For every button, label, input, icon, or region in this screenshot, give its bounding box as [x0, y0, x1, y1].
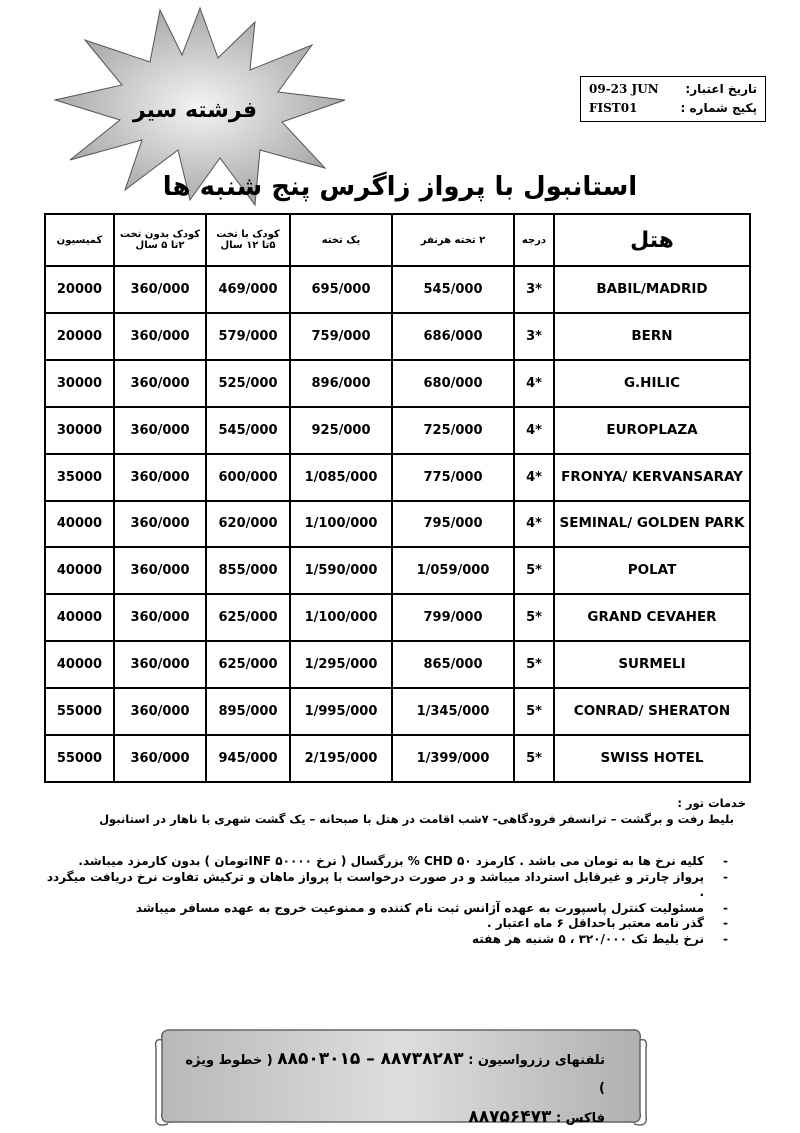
note-text: نرخ بلیط تک ۳۲۰/۰۰۰ ، ۵ شنبه هر هفته	[471, 931, 704, 946]
header-child-bed: کودک با تخت ۵تا ۱۲ سال	[206, 214, 290, 266]
cell-single: 1/085/000	[290, 454, 392, 501]
cell-child-bed: 945/000	[206, 735, 290, 782]
cell-single: 925/000	[290, 407, 392, 454]
note-text: کلیه نرخ ها به تومان می باشد . کارمزد CHD ۵۰ % بزرگسال ( نرخ INF ۵۰۰۰۰تومان ) بدون کارمزد میباشد.	[78, 854, 704, 868]
cell-commission: 40000	[45, 641, 114, 688]
cell-child-nobed: 360/000	[114, 547, 206, 594]
cell-hotel: SURMELI	[554, 641, 750, 688]
cell-single: 1/590/000	[290, 547, 392, 594]
validity-box	[580, 76, 766, 122]
cell-child-bed: 620/000	[206, 501, 290, 548]
table-row	[45, 454, 750, 501]
cell-child-bed: 579/000	[206, 313, 290, 360]
cell-commission: 30000	[45, 360, 114, 407]
cell-double: 1/399/000	[392, 735, 514, 782]
cell-commission: 20000	[45, 266, 114, 313]
cell-double: 725/000	[392, 407, 514, 454]
cell-single: 1/295/000	[290, 641, 392, 688]
cell-child-nobed: 360/000	[114, 501, 206, 548]
cell-child-bed: 895/000	[206, 688, 290, 735]
phones-note: ( خطوط ویژه )	[185, 1053, 605, 1096]
cell-hotel: BABIL/MADRID	[554, 266, 750, 313]
cell-commission: 20000	[45, 313, 114, 360]
cell-child-nobed: 360/000	[114, 360, 206, 407]
cell-grade: 5*	[514, 547, 554, 594]
cell-child-nobed: 360/000	[114, 313, 206, 360]
validity-date: 09-23 JUN	[589, 82, 659, 96]
cell-double: 545/000	[392, 266, 514, 313]
cell-child-bed: 855/000	[206, 547, 290, 594]
cell-single: 1/100/000	[290, 501, 392, 548]
cell-single: 1/100/000	[290, 594, 392, 641]
phones-label: تلفنهای رزرواسیون :	[468, 1053, 605, 1068]
cell-child-bed: 469/000	[206, 266, 290, 313]
notes-list	[44, 854, 734, 947]
cell-grade: 5*	[514, 641, 554, 688]
header-hotel: هتل	[554, 214, 750, 266]
note-item: - کلیه نرخ ها به تومان می باشد . کارمزد CHD ۵۰ % بزرگسال ( نرخ INF ۵۰۰۰۰تومان ) بدون کارمزد میباشد.	[78, 854, 728, 868]
cell-hotel: G.HILIC	[554, 360, 750, 407]
cell-commission: 30000	[45, 407, 114, 454]
cell-single: 695/000	[290, 266, 392, 313]
contact-info	[185, 1045, 605, 1133]
note-text: پرواز چارتر و غیرقابل استرداد میباشد و در صورت درخواست با پرواز ماهان و ترکیش تفاوت نرخ دریافت میگردد .	[46, 869, 704, 899]
fax-row	[185, 1103, 605, 1133]
cell-hotel: BERN	[554, 313, 750, 360]
cell-child-bed: 625/000	[206, 594, 290, 641]
table-header-row	[45, 214, 750, 266]
cell-grade: 4*	[514, 360, 554, 407]
cell-hotel: EUROPLAZA	[554, 407, 750, 454]
note-text: مسئولیت کنترل پاسپورت به عهده آژانس ثبت نام کننده و ممنوعیت خروج به عهده مسافر میباشد	[135, 900, 704, 915]
cell-child-nobed: 360/000	[114, 641, 206, 688]
cell-double: 680/000	[392, 360, 514, 407]
services-text: بلیط رفت و برگشت – ترانسفر فرودگاهی- ۷شب اقامت در هتل با صبحانه – یک گشت شهری با ناهار در استانبول	[99, 812, 734, 826]
cell-child-nobed: 360/000	[114, 688, 206, 735]
package-row	[589, 99, 757, 118]
cell-hotel: SEMINAL/ GOLDEN PARK	[554, 501, 750, 548]
cell-child-bed: 600/000	[206, 454, 290, 501]
cell-double: 799/000	[392, 594, 514, 641]
header-child-nobed: کودک بدون تخت ۲تا ۵ سال	[114, 214, 206, 266]
note-item: - گذر نامه معتبر باحداقل ۶ ماه اعتبار .	[487, 916, 728, 930]
services-heading: خدمات تور :	[677, 796, 746, 810]
price-table	[44, 213, 751, 783]
page-title: استانبول با پرواز زاگرس پنج شنبه ها	[162, 172, 638, 202]
validity-date-row	[589, 80, 757, 99]
note-item: - نرخ بلیط تک ۳۲۰/۰۰۰ ، ۵ شنبه هر هفته	[471, 931, 728, 946]
cell-hotel: POLAT	[554, 547, 750, 594]
table-row	[45, 313, 750, 360]
package-label: پکیج شماره :	[680, 101, 757, 115]
note-text: گذر نامه معتبر باحداقل ۶ ماه اعتبار .	[487, 916, 704, 930]
package-number: FIST01	[589, 101, 638, 115]
table-row	[45, 594, 750, 641]
table-row	[45, 641, 750, 688]
cell-commission: 55000	[45, 688, 114, 735]
cell-single: 1/995/000	[290, 688, 392, 735]
cell-hotel: FRONYA/ KERVANSARAY	[554, 454, 750, 501]
cell-commission: 40000	[45, 594, 114, 641]
cell-double: 795/000	[392, 501, 514, 548]
cell-child-bed: 525/000	[206, 360, 290, 407]
cell-grade: 4*	[514, 454, 554, 501]
fax-number: ۸۸۷۵۶۴۷۳	[468, 1107, 552, 1127]
cell-child-bed: 625/000	[206, 641, 290, 688]
cell-child-bed: 545/000	[206, 407, 290, 454]
cell-commission: 35000	[45, 454, 114, 501]
cell-grade: 5*	[514, 688, 554, 735]
cell-single: 759/000	[290, 313, 392, 360]
cell-commission: 40000	[45, 547, 114, 594]
cell-grade: 4*	[514, 501, 554, 548]
cell-double: 1/345/000	[392, 688, 514, 735]
header-commission: کمیسیون	[45, 214, 114, 266]
cell-commission: 55000	[45, 735, 114, 782]
cell-grade: 4*	[514, 407, 554, 454]
cell-double: 775/000	[392, 454, 514, 501]
note-item: - مسئولیت کنترل پاسپورت به عهده آژانس ثبت نام کننده و ممنوعیت خروج به عهده مسافر میباشد	[135, 900, 728, 915]
cell-child-nobed: 360/000	[114, 266, 206, 313]
cell-grade: 5*	[514, 594, 554, 641]
cell-double: 1/059/000	[392, 547, 514, 594]
cell-grade: 3*	[514, 313, 554, 360]
cell-child-nobed: 360/000	[114, 735, 206, 782]
cell-child-nobed: 360/000	[114, 407, 206, 454]
table-row	[45, 688, 750, 735]
table-row	[45, 501, 750, 548]
validity-date-label: تاریخ اعتبار:	[685, 82, 757, 96]
cell-single: 896/000	[290, 360, 392, 407]
note-item: - پرواز چارتر و غیرقابل استرداد میباشد و در صورت درخواست با پرواز ماهان و ترکیش تفاوت نرخ دریافت میگردد .	[46, 869, 728, 899]
cell-hotel: CONRAD/ SHERATON	[554, 688, 750, 735]
brand-name: فرشته سیر	[132, 98, 257, 123]
header-grade: درجه	[514, 214, 554, 266]
table-row	[45, 360, 750, 407]
cell-hotel: GRAND CEVAHER	[554, 594, 750, 641]
table-row	[45, 407, 750, 454]
cell-hotel: SWISS HOTEL	[554, 735, 750, 782]
header-single: یک تخته	[290, 214, 392, 266]
cell-child-nobed: 360/000	[114, 454, 206, 501]
phones-row	[185, 1045, 605, 1103]
phones-numbers: ۸۸۷۳۸۲۸۳ – ۸۸۵۰۳۰۱۵	[277, 1049, 464, 1069]
cell-grade: 3*	[514, 266, 554, 313]
cell-child-nobed: 360/000	[114, 594, 206, 641]
cell-double: 865/000	[392, 641, 514, 688]
table-row	[45, 266, 750, 313]
tour-services	[44, 795, 764, 827]
header-double: ۲ تخته هرنفر	[392, 214, 514, 266]
table-row	[45, 735, 750, 782]
cell-double: 686/000	[392, 313, 514, 360]
table-row	[45, 547, 750, 594]
cell-commission: 40000	[45, 501, 114, 548]
cell-single: 2/195/000	[290, 735, 392, 782]
fax-label: فاکس :	[555, 1111, 605, 1126]
cell-grade: 5*	[514, 735, 554, 782]
